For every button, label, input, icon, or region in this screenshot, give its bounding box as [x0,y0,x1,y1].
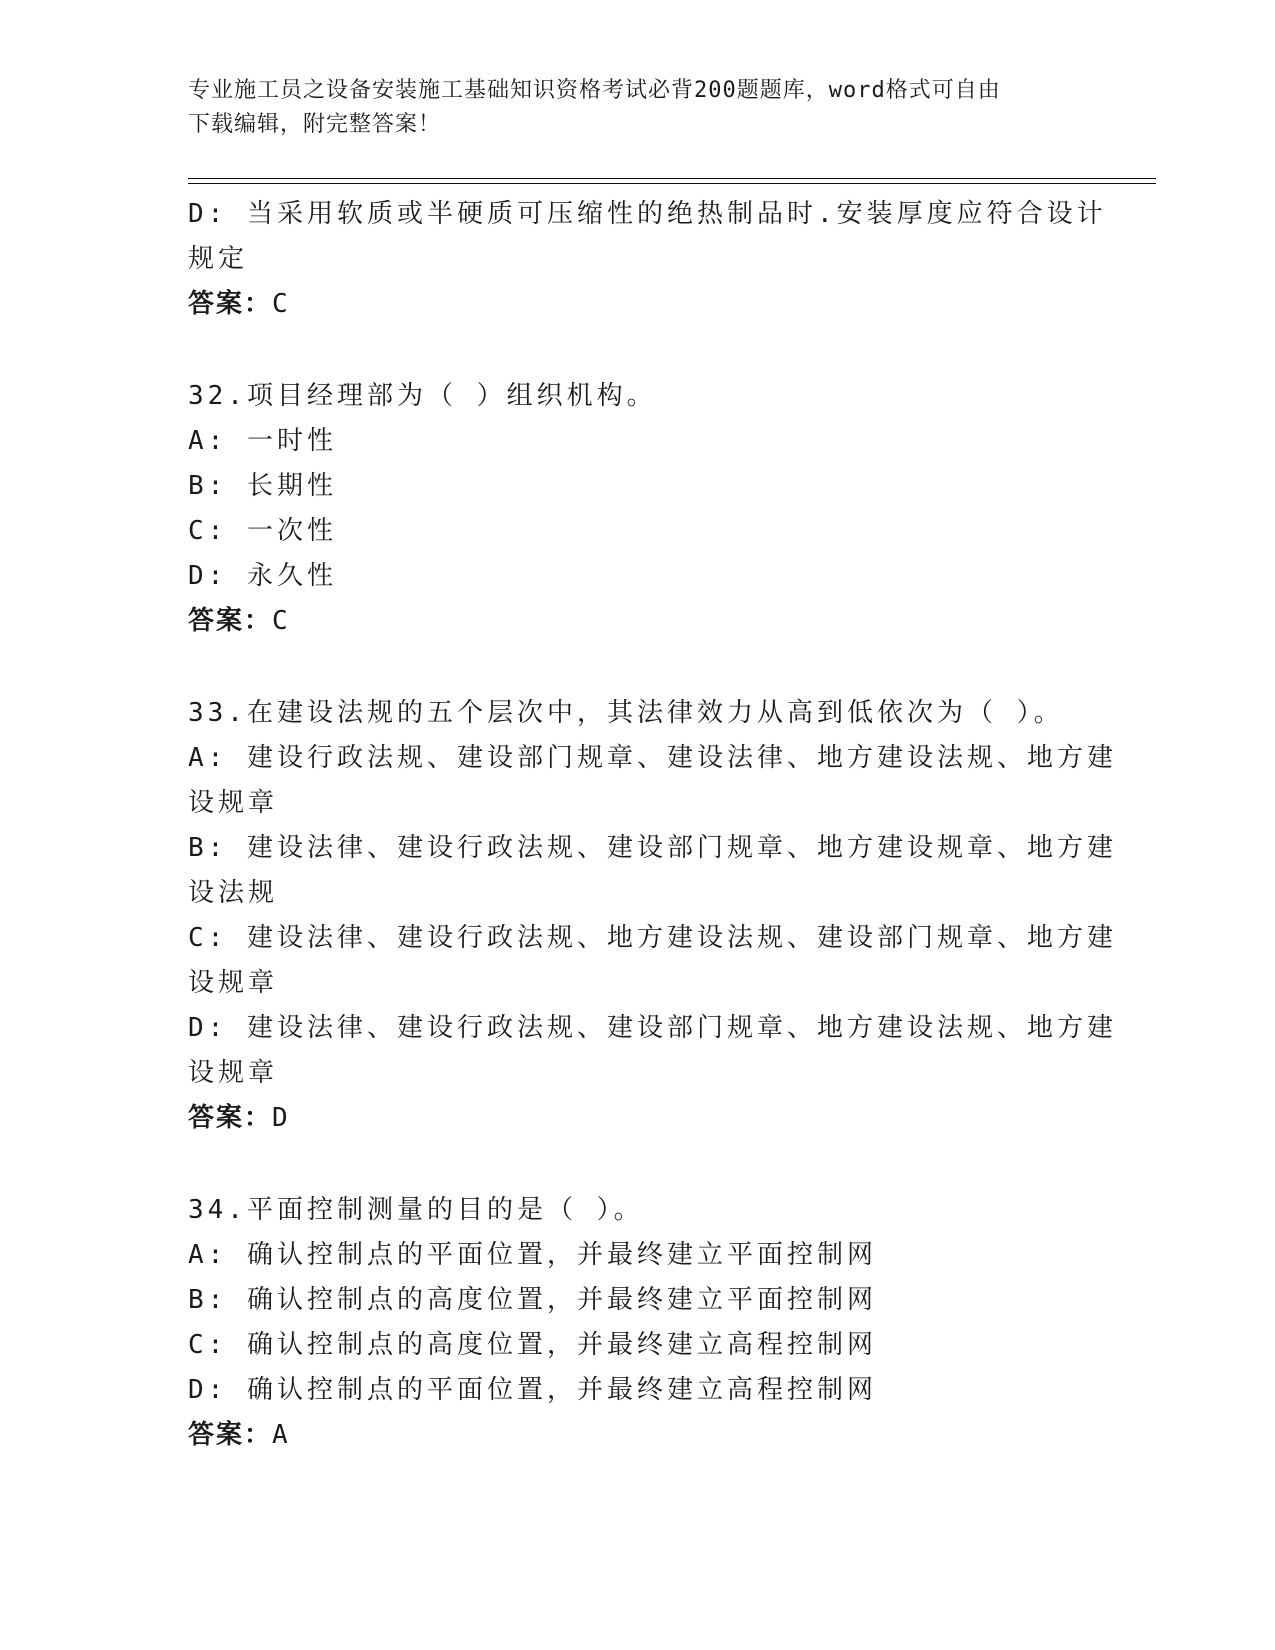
answer-value: C [272,289,291,319]
answer-value: D [272,1103,291,1133]
question-stem: 32.项目经理部为（ ）组织机构。 [188,381,657,411]
option-b-line-2: 设法规 [188,878,279,908]
question-stem: 34.平面控制测量的目的是（ ）。 [188,1195,644,1225]
option-d: D: 永久性 [188,561,337,591]
option-c-line-1: C: 建设法律、建设行政法规、地方建设法规、建设部门规章、地方建 [188,923,1117,953]
header-rule-bottom [188,183,1156,184]
answer-line [188,599,1088,644]
question-stem: 33.在建设法规的五个层次中，其法律效力从高到低依次为（ ）。 [188,698,1064,728]
header-line-2: 下载编辑，附完整答案！ [188,112,442,137]
option-d-line-1: D: 建设法律、建设行政法规、建设部门规章、地方建设法规、地方建 [188,1013,1117,1043]
option-b: B: 确认控制点的高度位置，并最终建立平面控制网 [188,1285,877,1315]
answer-label: 答案： [188,606,273,636]
answer-line [188,1096,1088,1141]
option-c: C: 一次性 [188,516,337,546]
document-body [188,192,1117,1458]
answer-label: 答案： [188,1103,273,1133]
option-d-line-2: 设规章 [188,1058,279,1088]
option-a-line-2: 设规章 [188,788,279,818]
question-33 [188,691,1117,1141]
answer-value: C [272,606,291,636]
header-line-1: 专业施工员之设备安装施工基础知识资格考试必背200题题库，word格式可自由 [188,78,1001,103]
option-a-line-1: A: 建设行政法规、建设部门规章、建设法律、地方建设法规、地方建 [188,743,1117,773]
option-b-line-1: B: 建设法律、建设行政法规、建设部门规章、地方建设规章、地方建 [188,833,1117,863]
header-rule-top [188,178,1156,179]
option-d: D: 确认控制点的平面位置，并最终建立高程控制网 [188,1375,877,1405]
question-34 [188,1188,1088,1458]
option-d-line-1: D: 当采用软质或半硬质可压缩性的绝热制品时.安装厚度应符合设计 [188,199,1107,229]
option-d-line-2: 规定 [188,244,249,274]
option-a: A: 一时性 [188,426,337,456]
document-header [188,74,1088,142]
option-a: A: 确认控制点的平面位置，并最终建立平面控制网 [188,1240,877,1270]
answer-line [188,282,1088,327]
question-32 [188,374,1088,644]
option-c-line-2: 设规章 [188,968,279,998]
answer-line [188,1413,1088,1458]
answer-value: A [272,1420,291,1450]
answer-label: 答案： [188,1420,273,1450]
option-b: B: 长期性 [188,471,337,501]
answer-label: 答案： [188,289,273,319]
prev-question-block [188,192,1107,327]
option-c: C: 确认控制点的高度位置，并最终建立高程控制网 [188,1330,877,1360]
